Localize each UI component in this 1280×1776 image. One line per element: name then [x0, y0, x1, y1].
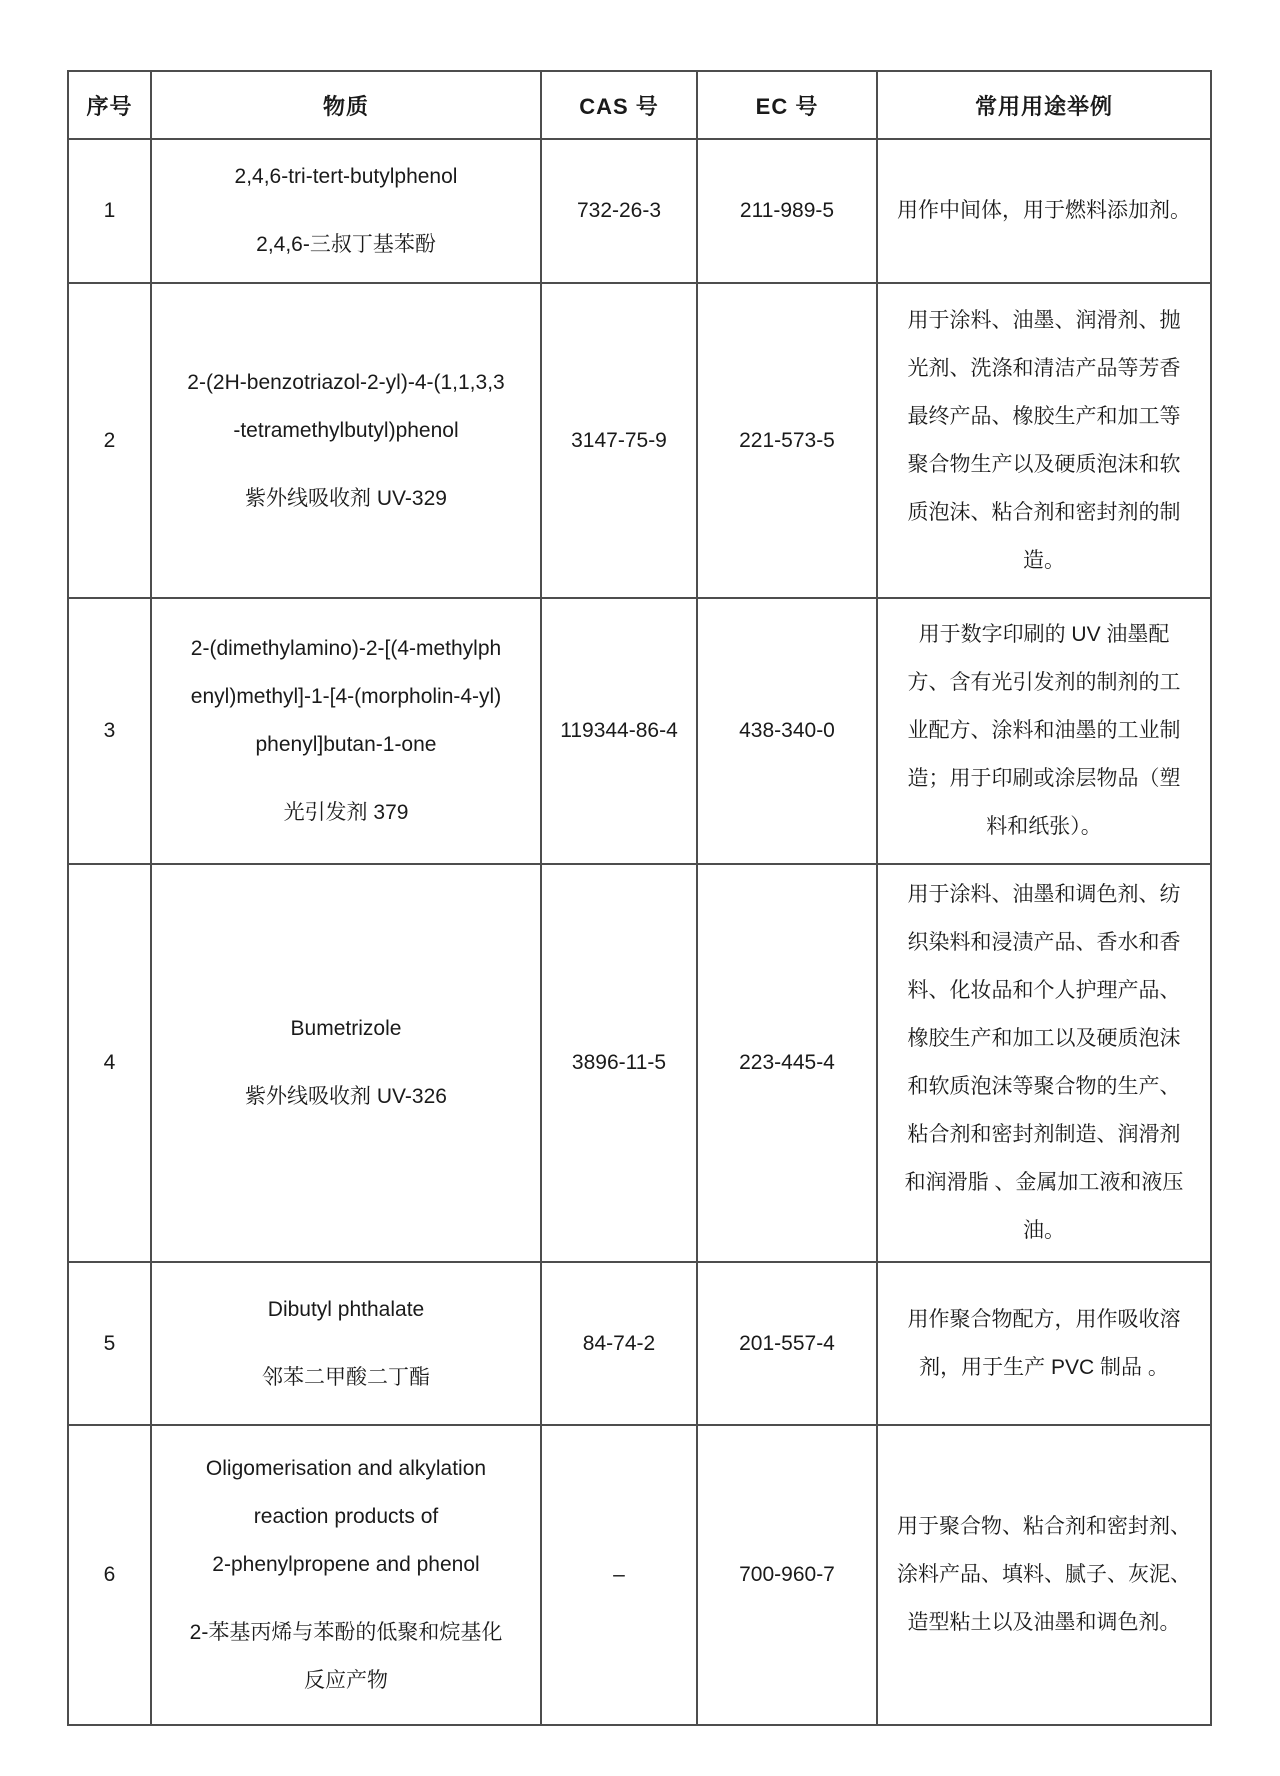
header-use: 常用用途举例 [877, 71, 1211, 139]
text-line: 光剂、洗涤和清洁产品等芳香 [907, 356, 1181, 380]
substance-name-en [162, 359, 530, 455]
text-line: 料和纸张）。 [986, 815, 1102, 838]
row-number: 4 [103, 1051, 116, 1074]
use-description [888, 871, 1200, 1255]
text-line: 2-苯基丙烯与苯酚的低聚和烷基化 [189, 1621, 503, 1644]
header-substance: 物质 [151, 71, 541, 139]
text-line: 和润滑脂 、金属加工液和液压 [904, 1171, 1184, 1194]
cell-no [68, 283, 151, 598]
substance-name-en [162, 153, 530, 201]
cas-number: 732-26-3 [576, 199, 662, 222]
text-line: 2-phenylpropene and phenol [212, 1553, 480, 1576]
cell-ec [697, 864, 877, 1262]
cell-use [877, 598, 1211, 864]
substance-name-en [162, 1005, 530, 1053]
substance-name-zh [162, 1073, 530, 1121]
text-line: 油。 [1023, 1219, 1065, 1242]
cell-cas [541, 139, 697, 283]
use-description [888, 1503, 1200, 1647]
text-line: 粘合剂和密封剂制造、润滑剂 [907, 1123, 1181, 1146]
text-line: 2,4,6-三叔丁基苯酚 [256, 233, 436, 256]
cell-use [877, 283, 1211, 598]
use-description [888, 187, 1200, 235]
cell-cas [541, 598, 697, 864]
text-line: 聚合物生产以及硬质泡沫和软 [907, 452, 1181, 476]
text-line: 涂料产品、填料、腻子、灰泥、 [897, 1563, 1191, 1586]
cas-number: 84-74-2 [582, 1331, 656, 1355]
cell-no [68, 1262, 151, 1425]
cell-substance [151, 1425, 541, 1725]
text-line: 用作中间体，用于燃料添加剂。 [897, 199, 1191, 222]
text-line: enyl)methyl]-1-[4-(morpholin-4-yl) [190, 685, 502, 708]
cas-number: – [613, 1563, 625, 1586]
text-line: Oligomerisation and alkylation [205, 1457, 487, 1480]
cas-number: 3896-11-5 [571, 1051, 667, 1074]
table-row [68, 139, 1211, 283]
text-line: 紫外线吸收剂 UV-329 [245, 486, 447, 510]
text-line: 2,4,6-tri-tert-butylphenol [234, 165, 458, 188]
table-row [68, 1425, 1211, 1725]
row-number: 6 [103, 1563, 116, 1586]
header-ec: EC 号 [697, 71, 877, 139]
text-line: -tetramethylbutyl)phenol [233, 418, 459, 442]
cell-ec [697, 283, 877, 598]
cell-no [68, 864, 151, 1262]
header-row [68, 71, 1211, 139]
cell-cas [541, 1262, 697, 1425]
text-line: reaction products of [253, 1505, 439, 1528]
row-number: 2 [103, 428, 116, 452]
text-line: 和软质泡沫等聚合物的生产、 [907, 1075, 1181, 1098]
text-line: 料、化妆品和个人护理产品、 [907, 979, 1181, 1002]
table-row [68, 598, 1211, 864]
header-cas: CAS 号 [541, 71, 697, 139]
text-line: 用于数字印刷的 UV 油墨配 [918, 623, 1170, 646]
substance-name-en [162, 1286, 530, 1334]
substance-table [67, 70, 1212, 1726]
substance-name-zh [162, 1609, 530, 1705]
ec-number: 438-340-0 [739, 719, 835, 742]
use-description [888, 297, 1200, 585]
cell-substance [151, 1262, 541, 1425]
text-line: 用于聚合物、粘合剂和密封剂、 [897, 1515, 1191, 1538]
text-line: Bumetrizole [290, 1017, 402, 1040]
text-line: Dibutyl phthalate [267, 1297, 425, 1321]
row-number: 5 [103, 1331, 116, 1355]
cell-cas [541, 283, 697, 598]
cell-no [68, 139, 151, 283]
cell-use [877, 1425, 1211, 1725]
text-line: 剂，用于生产 PVC 制品 。 [919, 1355, 1169, 1379]
table-row [68, 1262, 1211, 1425]
text-line: 最终产品、橡胶生产和加工等 [907, 404, 1181, 428]
cas-number: 119344-86-4 [560, 719, 678, 742]
cell-no [68, 1425, 151, 1725]
text-line: 橡胶生产和加工以及硬质泡沫 [907, 1027, 1181, 1050]
cell-substance [151, 139, 541, 283]
row-number: 1 [103, 199, 116, 222]
ec-number: 700-960-7 [739, 1563, 835, 1586]
cell-use [877, 1262, 1211, 1425]
table-row [68, 864, 1211, 1262]
text-line: 造；用于印刷或涂层物品（塑 [907, 767, 1181, 790]
ec-number: 223-445-4 [739, 1051, 835, 1074]
text-line: 反应产物 [304, 1669, 388, 1692]
text-line: 2-(dimethylamino)-2-[(4-methylph [190, 637, 502, 660]
text-line: phenyl]butan-1-one [255, 733, 437, 756]
substance-name-zh [162, 221, 530, 269]
text-line: 业配方、涂料和油墨的工业制 [907, 719, 1181, 742]
text-line: 用于涂料、油墨和调色剂、纺 [907, 883, 1181, 906]
use-description [888, 611, 1200, 851]
cell-substance [151, 864, 541, 1262]
text-line: 邻苯二甲酸二丁酯 [262, 1365, 430, 1389]
cell-substance [151, 283, 541, 598]
use-description [888, 1296, 1200, 1392]
substance-name-zh [162, 789, 530, 837]
text-line: 2-(2H-benzotriazol-2-yl)-4-(1,1,3,3 [187, 370, 505, 394]
text-line: 造型粘土以及油墨和调色剂。 [907, 1611, 1181, 1634]
cell-cas [541, 864, 697, 1262]
cell-use [877, 139, 1211, 283]
substance-name-en [162, 1445, 530, 1589]
cell-cas [541, 1425, 697, 1725]
text-line: 方、含有光引发剂的制剂的工 [907, 671, 1181, 694]
cell-ec [697, 1425, 877, 1725]
table-row [68, 283, 1211, 598]
ec-number: 211-989-5 [739, 199, 835, 222]
cell-substance [151, 598, 541, 864]
text-line: 造。 [1023, 548, 1065, 572]
cas-number: 3147-75-9 [571, 428, 667, 452]
text-line: 用于涂料、油墨、润滑剂、抛 [907, 308, 1181, 332]
ec-number: 221-573-5 [739, 428, 835, 452]
substance-name-zh [162, 1354, 530, 1402]
ec-number: 201-557-4 [739, 1331, 835, 1355]
row-number: 3 [103, 719, 116, 742]
substance-name-en [162, 625, 530, 769]
cell-ec [697, 598, 877, 864]
text-line: 织染料和浸渍产品、香水和香 [907, 931, 1181, 954]
cell-no [68, 598, 151, 864]
cell-ec [697, 139, 877, 283]
cell-use [877, 864, 1211, 1262]
text-line: 用作聚合物配方，用作吸收溶 [907, 1307, 1181, 1331]
text-line: 紫外线吸收剂 UV-326 [245, 1085, 447, 1108]
cell-ec [697, 1262, 877, 1425]
text-line: 质泡沫、粘合剂和密封剂的制 [907, 500, 1181, 524]
substance-name-zh [162, 475, 530, 523]
header-no: 序号 [68, 71, 151, 139]
text-line: 光引发剂 379 [283, 801, 409, 824]
